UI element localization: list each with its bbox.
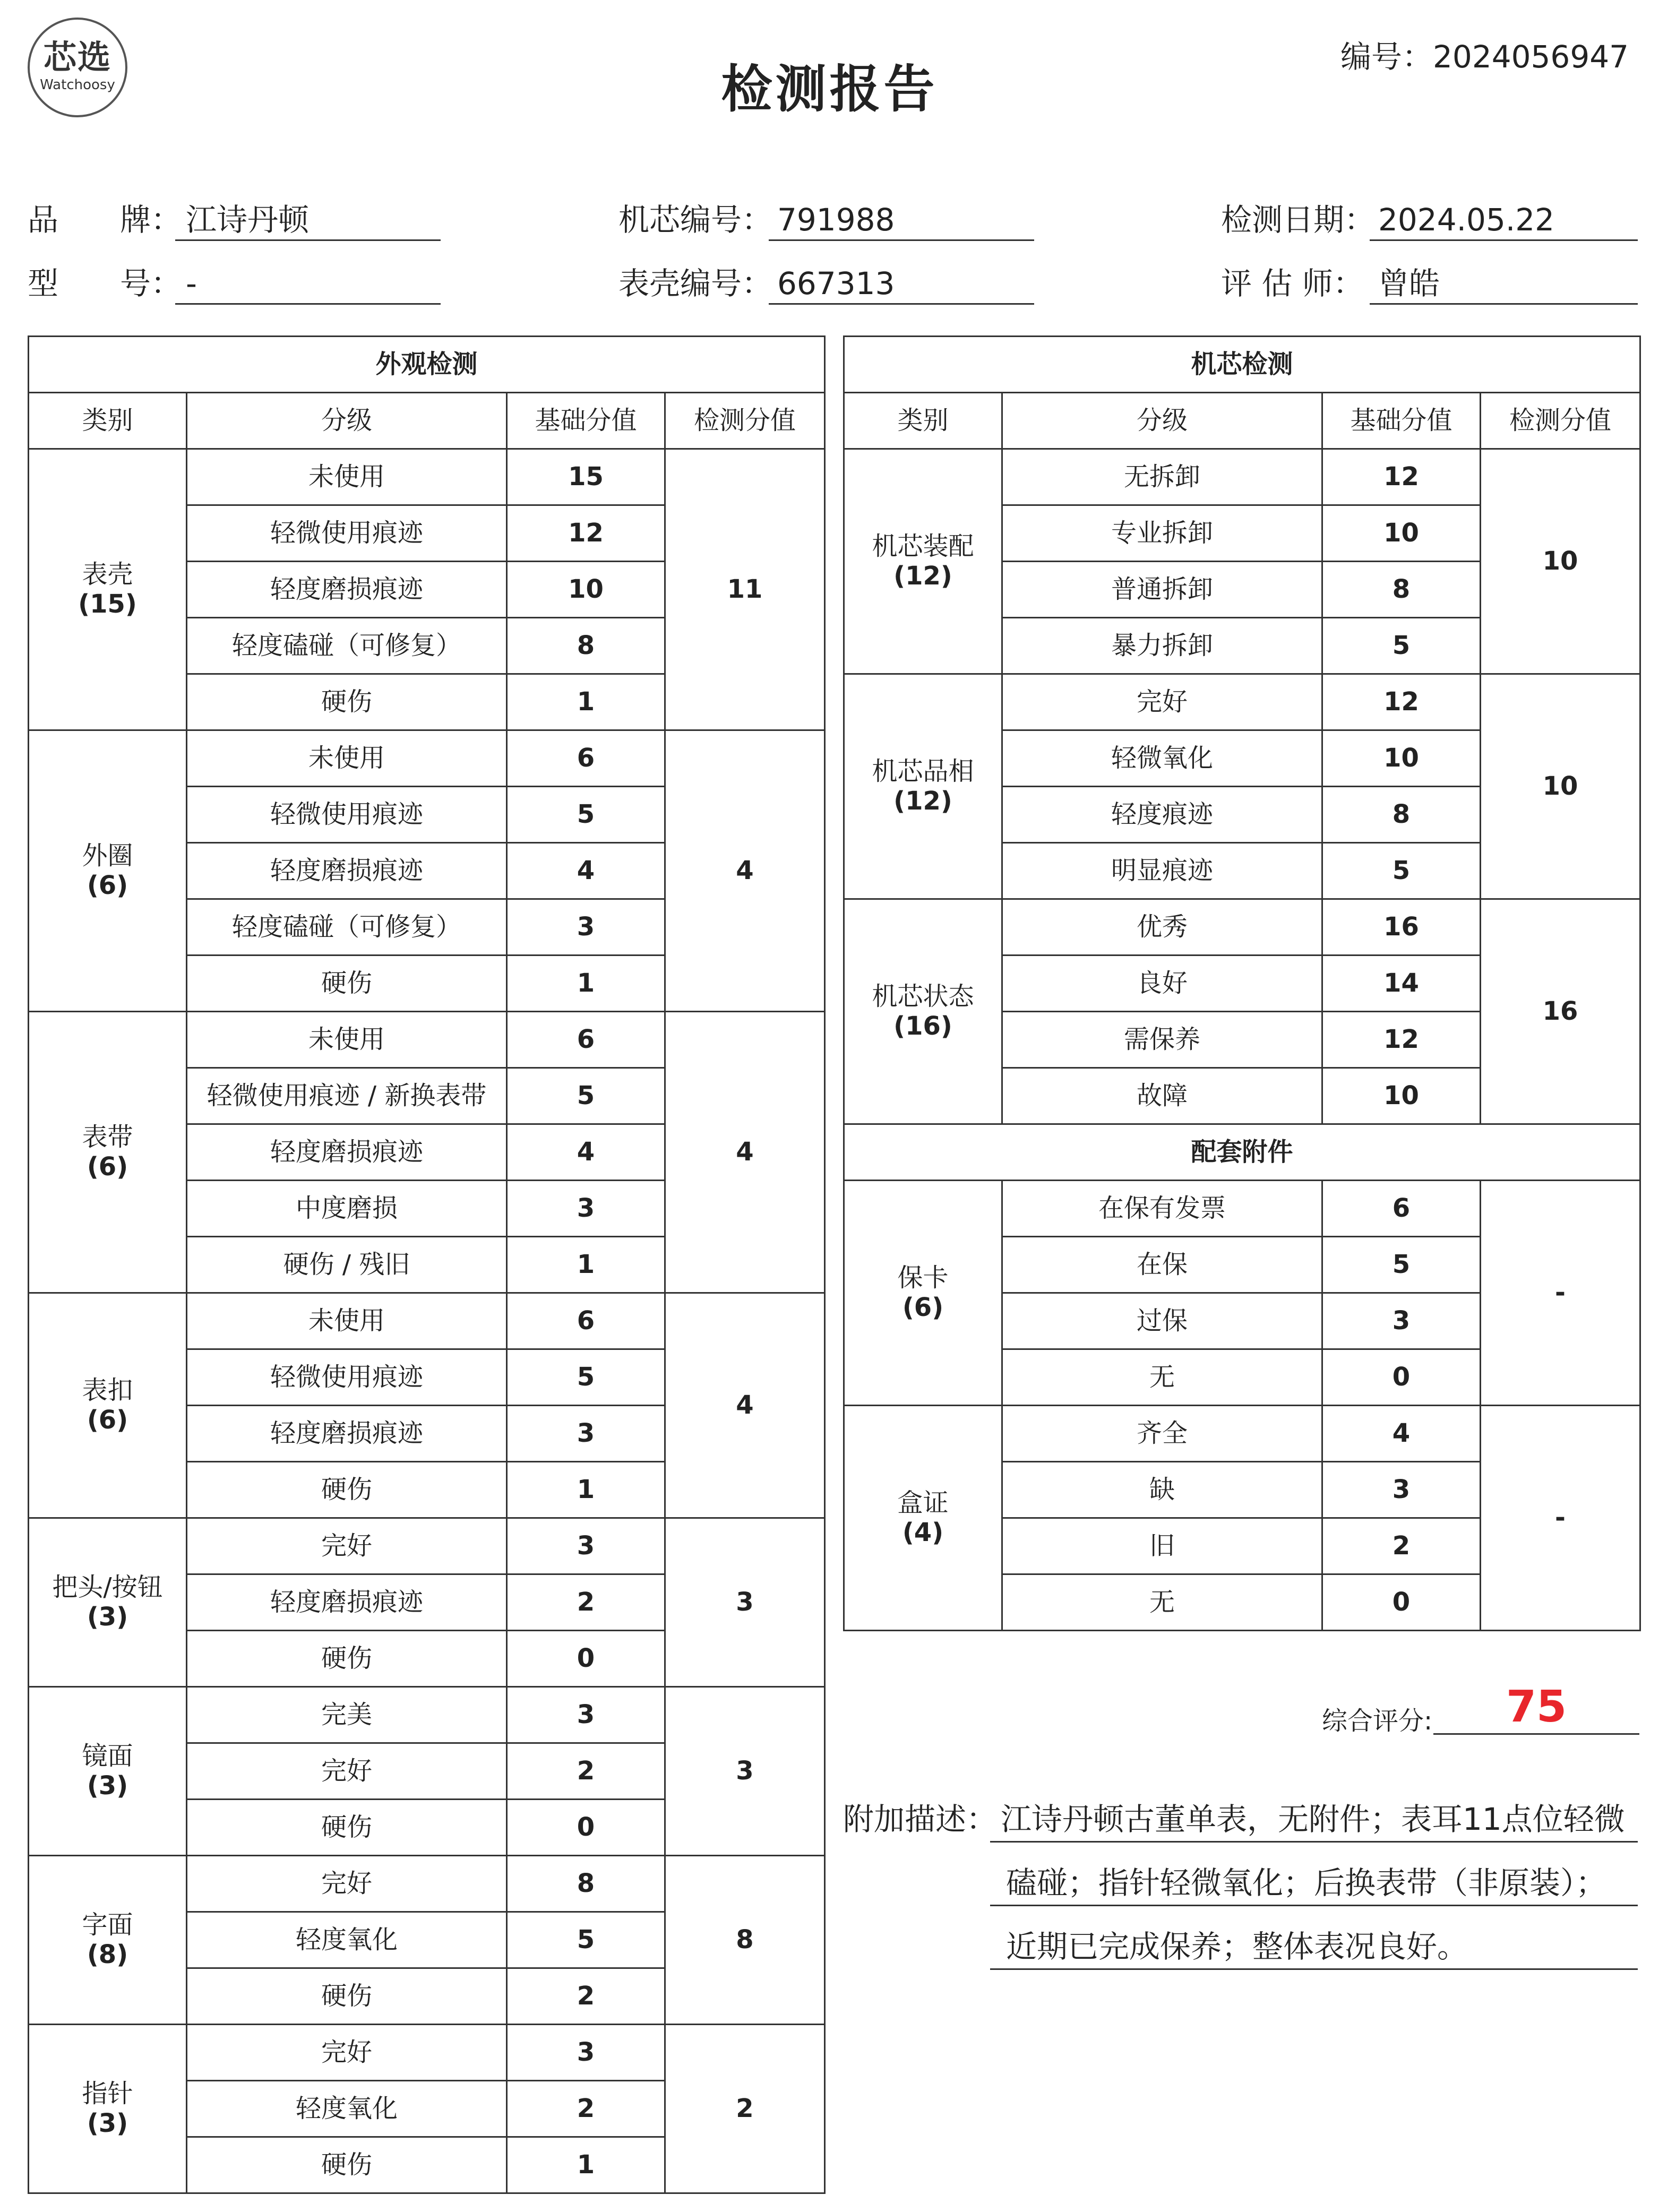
grade-cell: 暴力拆卸	[1002, 618, 1322, 674]
grade-cell: 未使用	[187, 730, 507, 787]
grade-cell: 良好	[1002, 956, 1322, 1012]
additional-description-label: 附加描述：	[843, 1801, 998, 1837]
report-number-label: 编号：	[1340, 39, 1433, 75]
category-cell	[29, 2025, 187, 2193]
assessor-value: 曾皓	[1370, 268, 1638, 305]
grade-cell: 轻微使用痕迹	[187, 1349, 507, 1406]
category-cell	[29, 1012, 187, 1293]
category-cell	[29, 1293, 187, 1518]
category-name: 机芯装配	[872, 531, 974, 562]
grade-cell: 轻度氧化	[187, 1912, 507, 1968]
grade-cell: 轻度磨损痕迹	[187, 562, 507, 618]
base-score-cell: 0	[1322, 1574, 1481, 1631]
grade-cell: 硬伤	[187, 1800, 507, 1856]
category-cell	[29, 730, 187, 1012]
inspected-score-cell: -	[1481, 1406, 1640, 1631]
inspection-date-label: 检测日期：	[1221, 202, 1376, 238]
overall-score-label: 综合评分:	[1322, 1706, 1433, 1736]
description-line-2: 磕碰；指针轻微氧化；后换表带（非原装）；	[990, 1867, 1638, 1906]
base-score-cell: 4	[1322, 1406, 1481, 1462]
column-header-inspected-score: 检测分值	[1481, 393, 1640, 449]
appearance-inspection-table	[28, 335, 826, 2194]
category-name: 盒证	[897, 1488, 949, 1518]
inspected-score-cell: 4	[665, 730, 825, 1012]
inspected-score-cell: 10	[1481, 449, 1640, 674]
case-number-value: 667313	[769, 268, 1034, 305]
accessories-section-title: 配套附件	[844, 1124, 1640, 1181]
category-max-score: (3)	[87, 2108, 128, 2138]
base-score-cell: 3	[507, 1406, 665, 1462]
category-name: 保卡	[897, 1263, 949, 1293]
logo-english-text: Watchoosy	[40, 77, 115, 93]
base-score-cell: 4	[507, 843, 665, 899]
category-max-score: (6)	[87, 1405, 128, 1435]
model-value: -	[175, 268, 441, 305]
category-cell	[844, 674, 1002, 899]
grade-cell: 完好	[187, 1743, 507, 1800]
category-name: 表扣	[82, 1375, 133, 1406]
base-score-cell: 2	[1322, 1518, 1481, 1574]
category-cell	[29, 449, 187, 730]
grade-cell: 过保	[1002, 1293, 1322, 1349]
base-score-cell: 8	[507, 1856, 665, 1912]
table-row	[844, 899, 1640, 956]
inspected-score-cell: 11	[665, 449, 825, 730]
base-score-cell: 3	[507, 1518, 665, 1574]
base-score-cell: 10	[507, 562, 665, 618]
category-max-score: (3)	[87, 1770, 128, 1801]
grade-cell: 完好	[1002, 674, 1322, 730]
column-header-category: 类别	[29, 393, 187, 449]
grade-cell: 轻度氧化	[187, 2081, 507, 2137]
grade-cell: 在保有发票	[1002, 1181, 1322, 1237]
base-score-cell: 1	[507, 1462, 665, 1518]
base-score-cell: 2	[507, 2081, 665, 2137]
category-max-score: (12)	[893, 561, 952, 591]
column-header-grade: 分级	[187, 393, 507, 449]
inspected-score-cell: 2	[665, 2025, 825, 2193]
inspected-score-cell: 8	[665, 1856, 825, 2025]
category-name: 字面	[82, 1910, 133, 1940]
grade-cell: 优秀	[1002, 899, 1322, 956]
logo-chinese-text: 芯选	[43, 38, 111, 76]
grade-cell: 轻度磕碰（可修复）	[187, 899, 507, 956]
base-score-cell: 6	[507, 1293, 665, 1349]
description-line-1: 江诗丹顿古董单表，无附件；表耳11点位轻微	[990, 1804, 1638, 1843]
base-score-cell: 10	[1322, 1068, 1481, 1124]
grade-cell: 明显痕迹	[1002, 843, 1322, 899]
category-cell	[29, 1687, 187, 1856]
category-name: 机芯状态	[872, 982, 974, 1012]
table-row	[29, 2025, 825, 2081]
inspected-score-cell: -	[1481, 1181, 1640, 1406]
base-score-cell: 5	[1322, 1237, 1481, 1293]
category-name: 指针	[82, 2079, 133, 2109]
base-score-cell: 6	[507, 730, 665, 787]
base-score-cell: 0	[507, 1631, 665, 1687]
grade-cell: 完美	[187, 1687, 507, 1743]
grade-cell: 轻度磨损痕迹	[187, 1574, 507, 1631]
column-header-category: 类别	[844, 393, 1002, 449]
grade-cell: 完好	[187, 2025, 507, 2081]
base-score-cell: 1	[507, 674, 665, 730]
base-score-cell: 10	[1322, 730, 1481, 787]
base-score-cell: 3	[507, 2025, 665, 2081]
category-max-score: (6)	[87, 1151, 128, 1182]
grade-cell: 硬伤	[187, 1968, 507, 2025]
model-label: 型 号：	[28, 265, 182, 302]
inspected-score-cell: 4	[665, 1293, 825, 1518]
category-max-score: (6)	[902, 1292, 944, 1322]
base-score-cell: 3	[507, 1687, 665, 1743]
inspected-score-cell: 16	[1481, 899, 1640, 1124]
grade-cell: 无拆卸	[1002, 449, 1322, 505]
grade-cell: 未使用	[187, 449, 507, 505]
grade-cell: 轻度痕迹	[1002, 787, 1322, 843]
grade-cell: 缺	[1002, 1462, 1322, 1518]
grade-cell: 普通拆卸	[1002, 562, 1322, 618]
grade-cell: 硬伤	[187, 1462, 507, 1518]
category-name: 镜面	[82, 1741, 133, 1771]
base-score-cell: 5	[1322, 618, 1481, 674]
grade-cell: 无	[1002, 1574, 1322, 1631]
base-score-cell: 15	[507, 449, 665, 505]
table-row	[844, 1181, 1640, 1237]
category-cell	[29, 1518, 187, 1687]
category-max-score: (8)	[87, 1939, 128, 1969]
base-score-cell: 2	[507, 1743, 665, 1800]
description-line-3: 近期已完成保养；整体表况良好。	[990, 1931, 1638, 1970]
category-cell	[844, 899, 1002, 1124]
base-score-cell: 1	[507, 956, 665, 1012]
column-header-base-score: 基础分值	[507, 393, 665, 449]
report-number	[1340, 39, 1629, 75]
grade-cell: 硬伤	[187, 956, 507, 1012]
movement-number-value: 791988	[769, 204, 1034, 241]
column-header-base-score: 基础分值	[1322, 393, 1481, 449]
grade-cell: 旧	[1002, 1518, 1322, 1574]
base-score-cell: 5	[507, 1912, 665, 1968]
base-score-cell: 3	[507, 1181, 665, 1237]
table-row	[844, 449, 1640, 505]
report-number-value: 2024056947	[1433, 39, 1629, 75]
table-row	[29, 1856, 825, 1912]
category-max-score: (15)	[78, 589, 137, 619]
category-name: 外圈	[82, 841, 133, 871]
table-row	[29, 1293, 825, 1349]
base-score-cell: 16	[1322, 899, 1481, 956]
category-max-score: (12)	[893, 786, 952, 816]
category-cell	[844, 1406, 1002, 1631]
base-score-cell: 12	[1322, 1012, 1481, 1068]
table-row	[29, 1518, 825, 1574]
page-title: 检测报告	[721, 59, 938, 119]
category-cell	[844, 1181, 1002, 1406]
grade-cell: 专业拆卸	[1002, 505, 1322, 562]
inspected-score-cell: 10	[1481, 674, 1640, 899]
category-cell	[844, 449, 1002, 674]
grade-cell: 轻微氧化	[1002, 730, 1322, 787]
brand-value: 江诗丹顿	[175, 204, 441, 241]
base-score-cell: 2	[507, 1574, 665, 1631]
grade-cell: 未使用	[187, 1293, 507, 1349]
base-score-cell: 3	[1322, 1293, 1481, 1349]
table-row	[29, 1687, 825, 1743]
case-number-label: 表壳编号：	[618, 265, 773, 302]
base-score-cell: 5	[507, 1068, 665, 1124]
grade-cell: 故障	[1002, 1068, 1322, 1124]
base-score-cell: 1	[507, 1237, 665, 1293]
base-score-cell: 12	[1322, 674, 1481, 730]
grade-cell: 未使用	[187, 1012, 507, 1068]
grade-cell: 轻度磨损痕迹	[187, 1124, 507, 1181]
grade-cell: 轻微使用痕迹 / 新换表带	[187, 1068, 507, 1124]
grade-cell: 齐全	[1002, 1406, 1322, 1462]
table-row	[844, 674, 1640, 730]
grade-cell: 完好	[187, 1518, 507, 1574]
table-row	[29, 449, 825, 505]
category-cell	[29, 1856, 187, 2025]
base-score-cell: 8	[507, 618, 665, 674]
base-score-cell: 5	[507, 787, 665, 843]
category-name: 表带	[82, 1122, 133, 1152]
grade-cell: 硬伤 / 残旧	[187, 1237, 507, 1293]
inspection-date-value: 2024.05.22	[1370, 204, 1638, 241]
grade-cell: 完好	[187, 1856, 507, 1912]
grade-cell: 需保养	[1002, 1012, 1322, 1068]
base-score-cell: 8	[1322, 562, 1481, 618]
column-header-inspected-score: 检测分值	[665, 393, 825, 449]
base-score-cell: 6	[1322, 1181, 1481, 1237]
base-score-cell: 8	[1322, 787, 1481, 843]
base-score-cell: 6	[507, 1012, 665, 1068]
grade-cell: 轻度磕碰（可修复）	[187, 618, 507, 674]
grade-cell: 硬伤	[187, 674, 507, 730]
base-score-cell: 5	[507, 1349, 665, 1406]
base-score-cell: 12	[1322, 449, 1481, 505]
table-row	[29, 1012, 825, 1068]
grade-cell: 轻度磨损痕迹	[187, 843, 507, 899]
base-score-cell: 0	[1322, 1349, 1481, 1406]
inspected-score-cell: 3	[665, 1518, 825, 1687]
grade-cell: 轻度磨损痕迹	[187, 1406, 507, 1462]
category-max-score: (16)	[893, 1011, 952, 1041]
movement-section-title: 机芯检测	[844, 337, 1640, 393]
grade-cell: 硬伤	[187, 1631, 507, 1687]
base-score-cell: 1	[507, 2137, 665, 2193]
base-score-cell: 2	[507, 1968, 665, 2025]
category-max-score: (4)	[902, 1517, 944, 1547]
grade-cell: 无	[1002, 1349, 1322, 1406]
grade-cell: 轻微使用痕迹	[187, 505, 507, 562]
base-score-cell: 3	[1322, 1462, 1481, 1518]
base-score-cell: 10	[1322, 505, 1481, 562]
base-score-cell: 0	[507, 1800, 665, 1856]
movement-inspection-table	[843, 335, 1641, 1631]
grade-cell: 在保	[1002, 1237, 1322, 1293]
base-score-cell: 5	[1322, 843, 1481, 899]
base-score-cell: 3	[507, 899, 665, 956]
movement-number-label: 机芯编号：	[618, 202, 773, 238]
base-score-cell: 4	[507, 1124, 665, 1181]
category-max-score: (3)	[87, 1602, 128, 1632]
category-max-score: (6)	[87, 870, 128, 900]
grade-cell: 硬伤	[187, 2137, 507, 2193]
grade-cell: 轻微使用痕迹	[187, 787, 507, 843]
base-score-cell: 12	[507, 505, 665, 562]
overall-score-value: 75	[1433, 1685, 1639, 1735]
category-name: 把头/按钮	[52, 1572, 163, 1603]
assessor-label: 评 估 师：	[1221, 265, 1364, 302]
category-name: 机芯品相	[872, 756, 974, 787]
table-row	[844, 1406, 1640, 1462]
inspected-score-cell: 4	[665, 1012, 825, 1293]
column-header-grade: 分级	[1002, 393, 1322, 449]
base-score-cell: 14	[1322, 956, 1481, 1012]
category-name: 表壳	[82, 560, 133, 590]
brand-label: 品 牌：	[28, 202, 182, 238]
grade-cell: 中度磨损	[187, 1181, 507, 1237]
table-row	[29, 730, 825, 787]
inspected-score-cell: 3	[665, 1687, 825, 1856]
appearance-section-title: 外观检测	[29, 337, 825, 393]
